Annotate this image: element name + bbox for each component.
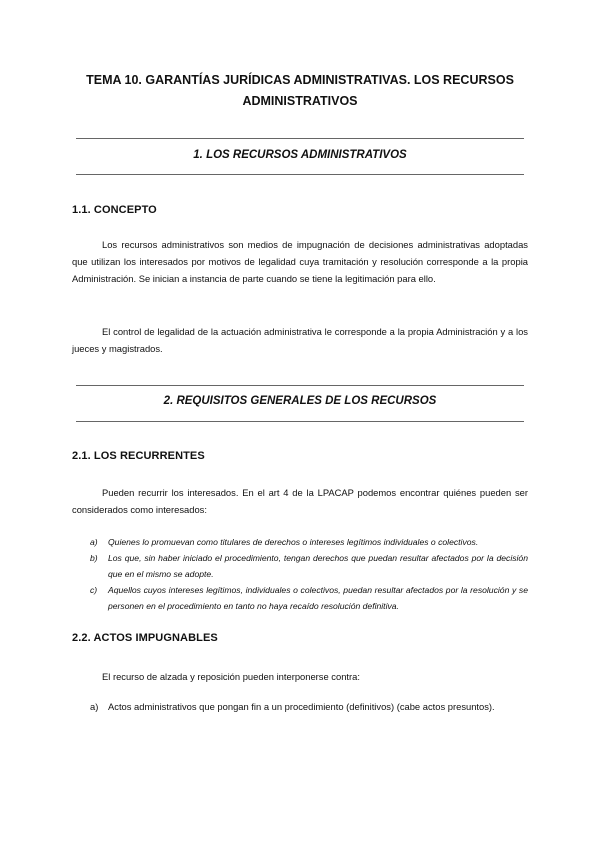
list-item	[72, 550, 528, 582]
section-1-bottom-rule	[76, 174, 524, 175]
concepto-paragraph-1: Los recursos administrativos son medios de impugnación de decisiones administrativas adoptadas que utilizan los interesados por motivos de legalidad cuya tramitación y resolución corresponde a la propia Administración. Se inician a instancia de parte cuando se tiene la legitimación para ello.	[72, 239, 528, 284]
list-marker: a)	[90, 537, 98, 547]
list-item-text: Quienes lo promuevan como titulares de derechos o intereses legítimos individuales o colectivos.	[108, 537, 479, 547]
list-item	[72, 698, 528, 715]
section-2-top-rule	[76, 385, 524, 386]
concepto-paragraph-2: El control de legalidad de la actuación administrativa le corresponde a la propia Administración y a los jueces y magistrados.	[72, 326, 528, 354]
list-item-text: Actos administrativos que pongan fin a un procedimiento (definitivos) (cabe actos presuntos).	[108, 701, 495, 712]
document-title	[70, 70, 530, 112]
section-1-top-rule	[76, 138, 524, 139]
subsection-2-2-heading: 2.2. ACTOS IMPUGNABLES	[72, 632, 218, 644]
recurrentes-paragraph: Pueden recurrir los interesados. En el art 4 de la LPACAP podemos encontrar quiénes pueden ser considerados como interesados:	[72, 487, 528, 515]
section-1-heading: 1. LOS RECURSOS ADMINISTRATIVOS	[193, 149, 407, 161]
section-2-heading: 2. REQUISITOS GENERALES DE LOS RECURSOS	[163, 395, 437, 407]
subsection-1-1-heading: 1.1. CONCEPTO	[72, 204, 157, 216]
list-item-text: Aquellos cuyos intereses legítimos, individuales o colectivos, puedan resultar afectados por la resolución y se personen en el procedimiento en tanto no haya recaído resolución definitiva.	[108, 585, 528, 611]
interesados-list	[72, 534, 528, 614]
list-marker: b)	[90, 553, 98, 563]
document-title-line-1: TEMA 10. GARANTÍAS JURÍDICAS ADMINISTRATIVAS. LOS RECURSOS	[86, 73, 514, 87]
section-2-bottom-rule	[76, 421, 524, 422]
document-title-line-2: ADMINISTRATIVOS	[242, 94, 358, 108]
list-item	[72, 582, 528, 614]
list-marker: a)	[90, 701, 99, 712]
actos-list	[72, 698, 528, 715]
actos-impugnables-paragraph: El recurso de alzada y reposición pueden interponerse contra:	[102, 671, 360, 682]
subsection-2-1-heading: 2.1. LOS RECURRENTES	[72, 450, 205, 462]
list-marker: c)	[90, 585, 98, 595]
list-item	[72, 534, 528, 550]
list-item-text: Los que, sin haber iniciado el procedimiento, tengan derechos que puedan resultar afectados por la decisión que en el mismo se adopte.	[108, 553, 528, 579]
